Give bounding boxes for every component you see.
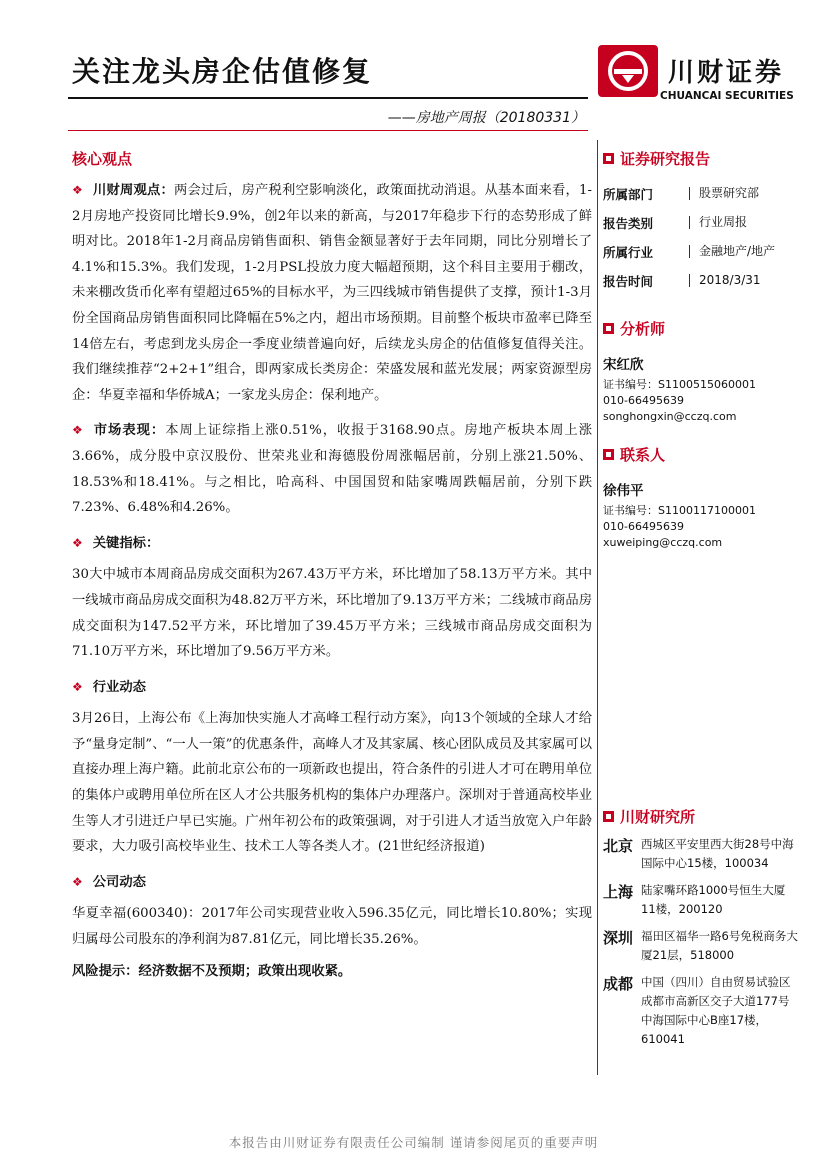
key-indicators-text: 30大中城市本周商品房成交面积为267.43万平方米，环比增加了58.13万平方米。其中一线城市商品房成交面积为48.82万平方米，环比增加了9.13万平方米；二线城市商品房成交面积为147.52平方米，环比增加了39.45万平方米；三线城市商品房成交面积为71.10万平方米，环比增加了9.56万平方米。 bbox=[72, 567, 592, 660]
meta-row-date: 报告时间 2018/3/31 bbox=[603, 273, 761, 289]
weekly-view-paragraph bbox=[72, 178, 592, 408]
institute-heading: 川财研究所 bbox=[603, 806, 803, 827]
diamond-bullet-icon: ❖ bbox=[72, 423, 84, 438]
chuancai-logo-icon bbox=[598, 45, 658, 97]
company-news-text: 华夏幸福(600340)：2017年公司实现营业收入596.35亿元，同比增长10.80%；实现归属母公司股东的净利润为87.81亿元，同比增长35.26%。 bbox=[72, 906, 592, 948]
institute-block bbox=[603, 806, 803, 1057]
analyst-phone: 010-66495639 bbox=[603, 394, 684, 407]
main-content bbox=[72, 178, 592, 984]
brand-name-en: CHUANCAI SECURITIES bbox=[660, 90, 794, 102]
analyst-email[interactable]: songhongxin@cczq.com bbox=[603, 410, 737, 423]
diamond-bullet-icon: ❖ bbox=[72, 679, 83, 694]
diamond-bullet-icon: ❖ bbox=[72, 535, 83, 550]
diamond-bullet-icon: ❖ bbox=[72, 874, 83, 889]
company-news-heading: ❖ 公司动态 bbox=[72, 874, 146, 890]
risk-warning: 风险提示：经济数据不及预期；政策出现收紧。 bbox=[72, 963, 352, 979]
contact-block bbox=[603, 444, 803, 551]
contact-name: 徐伟平 bbox=[603, 483, 644, 499]
report-info-block bbox=[603, 148, 803, 295]
industry-news-text: 3月26日，上海公布《上海加快实施人才高峰工程行动方案》，向13个领域的全球人才给予“量身定制”、“一人一策”的优惠条件，高峰人才及其家属、核心团队成员及其家属可以直接办理上海户籍。此前北京公布的一项新政也提出，符合条件的引进人才可在聘用单位的集体户或聘用单位所在区人才公共服务机构的集体户办理落户。深圳对于普通高校毕业生等人才引进迁户早已实施。广州年初公布的政策强调，对于引进人才适当放宽入户年龄要求，大力吸引高校毕业生、技术工人等各类人才。(21世纪经济报道) bbox=[72, 711, 592, 855]
section-label: 川财周观点： bbox=[92, 183, 174, 198]
section-square-icon bbox=[603, 323, 614, 334]
contact-cert: 证书编号：S1100117100001 bbox=[603, 504, 756, 517]
office-beijing: 北京 西城区平安里西大街28号中海国际中心15楼，100034 bbox=[603, 837, 794, 870]
report-heading: 证券研究报告 bbox=[603, 148, 803, 169]
section-square-icon bbox=[603, 449, 614, 460]
contact-phone: 010-66495639 bbox=[603, 520, 684, 533]
section-label: 市场表现： bbox=[93, 423, 166, 439]
title-divider bbox=[68, 97, 588, 99]
office-shanghai: 上海 陆家嘴环路1000号恒生大厦11楼，200120 bbox=[603, 883, 786, 916]
market-performance-paragraph bbox=[72, 418, 592, 520]
brand-name: 川财证券 bbox=[668, 58, 785, 88]
contact-email[interactable]: xuweiping@cczq.com bbox=[603, 536, 723, 549]
sidebar-divider bbox=[597, 140, 598, 1075]
key-indicators-heading: ❖ 关键指标： bbox=[72, 535, 160, 551]
analyst-block bbox=[603, 318, 803, 425]
meta-row-department: 所属部门 股票研究部 bbox=[603, 186, 760, 202]
report-title: 关注龙头房企估值修复 bbox=[72, 55, 373, 88]
analyst-name: 宋红欣 bbox=[603, 357, 644, 373]
section-square-icon bbox=[603, 153, 614, 164]
report-subtitle: ——房地产周报（20180331） bbox=[387, 110, 585, 126]
section-square-icon bbox=[603, 811, 614, 822]
office-shenzhen: 深圳 福田区福华一路6号免税商务大厦21层，518000 bbox=[603, 929, 798, 962]
industry-news-heading: ❖ 行业动态 bbox=[72, 679, 146, 695]
diamond-bullet-icon: ❖ bbox=[72, 183, 83, 197]
page-footer: 本报告由川财证券有限责任公司编制 谨请参阅尾页的重要声明 bbox=[228, 1135, 599, 1150]
office-chengdu: 成都 中国（四川）自由贸易试验区成都市高新区交子大道177号中海国际中心B座17楼，610041 bbox=[603, 975, 791, 1046]
analyst-cert: 证书编号：S1100515060001 bbox=[603, 378, 756, 391]
core-views-heading: 核心观点 bbox=[72, 150, 133, 168]
meta-row-industry: 所属行业 金融地产/地产 bbox=[603, 244, 776, 260]
section-text: 本周上证综指上涨0.51%，收报于3168.90点。房地产板块本周上涨3.66%，成分股中京汉股份、世荣兆业和海德股份周涨幅居前，分别上涨21.50%、18.53%和18.41%。与之相比，哈高科、中国国贸和陆家嘴周跌幅居前，分别下跌7.23%、6.48%和4.26%。 bbox=[72, 423, 592, 516]
section-text: 两会过后，房产税利空影响淡化，政策面扰动消退。从基本面来看，1-2月房地产投资同比增长9.9%，创2年以来的新高，与2017年稳步下行的态势形成了鲜明对比。2018年1-2月商品房销售面积、销售金额显著好于去年同期，同比分别增长了4.1%和15.3%。我们发现，1-2月PSL投放力度大幅超预期，这个科目主要用于棚改，未来棚改货币化率有望超过65%的目标水平，为三四线城市销售提供了支撑，预计1-3月份全国商品房销售面积同比降幅在5%之内，超出市场预期。目前整个板块市盈率已降至14倍左右，考虑到龙头房企一季度业绩普遍向好，后续龙头房企的估值修复值得关注。我们继续推荐“2+2+1”组合，即两家成长类房企：荣盛发展和蓝光发展；两家资源型房企：华夏幸福和华侨城A；一家龙头房企：保利地产。 bbox=[72, 183, 592, 403]
subtitle-divider bbox=[68, 130, 588, 131]
analyst-heading: 分析师 bbox=[603, 318, 803, 339]
meta-row-category: 报告类别 行业周报 bbox=[603, 215, 748, 231]
contact-heading: 联系人 bbox=[603, 444, 803, 465]
